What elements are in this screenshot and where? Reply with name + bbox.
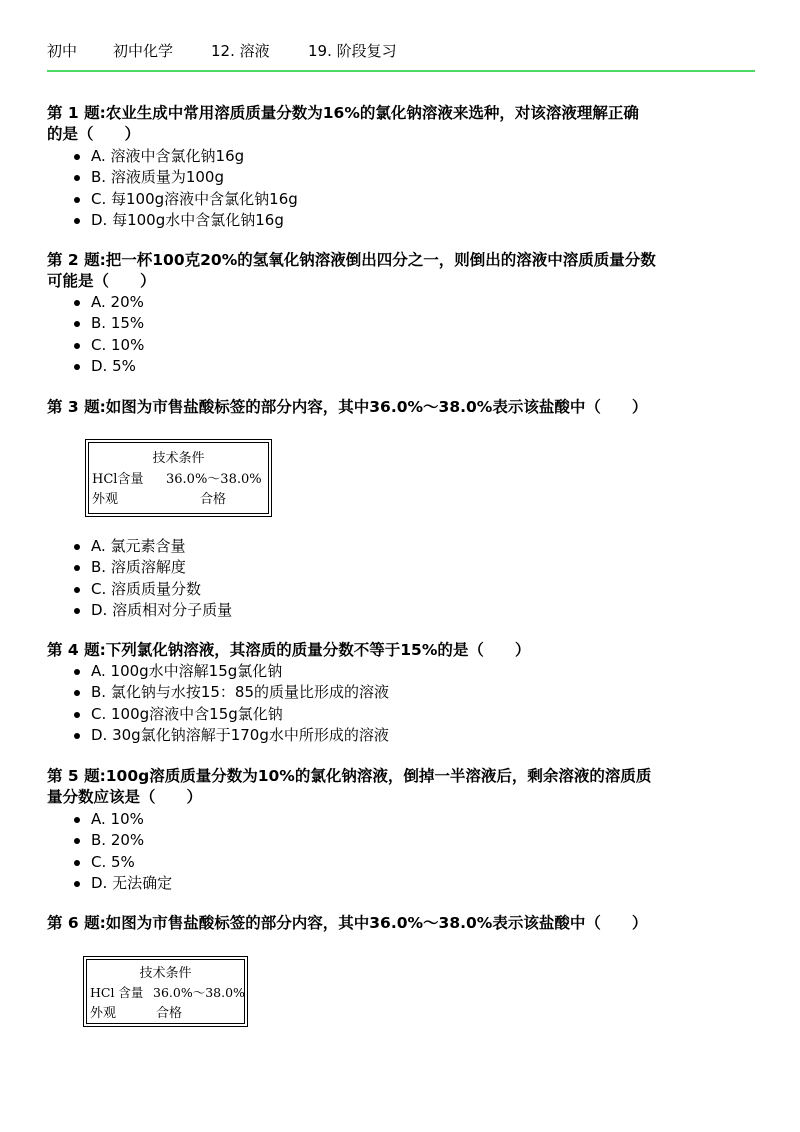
label-row-value: 合格 <box>200 492 227 507</box>
label-row-value: 合格 <box>156 1006 183 1021</box>
question-title-line: 第 1 题:农业生成中常用溶质质量分数为16%的氯化钠溶液来选种，对该溶液理解正确 <box>47 104 639 122</box>
option-item: C. 100g溶液中含15g氯化钠 <box>72 704 389 725</box>
label-title: 技术条件 <box>152 451 205 466</box>
option-item: A. 溶液中含氯化钠16g <box>72 146 298 167</box>
question-3-title <box>47 397 759 418</box>
question-title-line: 第 5 题:100g溶质质量分数为10%的氯化钠溶液，倒掉一半溶液后，剩余溶液的溶质质 <box>47 767 652 785</box>
question-5-title <box>47 766 759 808</box>
question-4-title <box>47 640 759 661</box>
option-item: D. 每100g水中含氯化钠16g <box>72 210 298 231</box>
label-row-name: HCl含量 <box>92 472 144 487</box>
question-title-line: 可能是（ ） <box>47 272 156 290</box>
label-row-content <box>92 468 265 487</box>
option-item: D. 5% <box>72 356 144 377</box>
question-1-title <box>47 103 759 145</box>
breadcrumb <box>47 40 397 62</box>
option-item: C. 5% <box>72 852 172 873</box>
label-row-value: 36.0%～38.0% <box>153 985 245 1000</box>
label-row-name: HCl 含量 <box>90 985 144 1000</box>
option-item: B. 溶质溶解度 <box>72 557 232 578</box>
option-item: D. 溶质相对分子质量 <box>72 600 232 621</box>
question-4-options <box>72 661 389 746</box>
option-item: B. 溶液质量为100g <box>72 167 298 188</box>
hcl-label-figure <box>86 959 245 1024</box>
option-item: A. 10% <box>72 809 172 830</box>
label-title: 技术条件 <box>139 966 192 981</box>
question-2-title <box>47 250 759 292</box>
option-item: A. 20% <box>72 292 144 313</box>
label-row-name: 外观 <box>90 1006 117 1021</box>
option-item: C. 溶质质量分数 <box>72 579 232 600</box>
label-row-appearance <box>92 488 265 507</box>
question-2-options <box>72 292 144 377</box>
option-item: C. 每100g溶液中含氯化钠16g <box>72 189 298 210</box>
question-5-options <box>72 809 172 894</box>
option-item: B. 15% <box>72 313 144 334</box>
hcl-label-figure <box>88 442 269 514</box>
question-title-line: 第 2 题:把一杯100克20%的氢氧化钠溶液倒出四分之一，则倒出的溶液中溶质质量分数 <box>47 251 656 269</box>
option-item: D. 30g氯化钠溶解于170g水中所形成的溶液 <box>72 725 389 746</box>
breadcrumb-item-section[interactable]: 19. 阶段复习 <box>308 42 397 60</box>
question-title-line: 第 4 题:下列氯化钠溶液，其溶质的质量分数不等于15%的是（ ） <box>47 641 531 659</box>
option-item: B. 氯化钠与水按15：85的质量比形成的溶液 <box>72 682 389 703</box>
breadcrumb-item-unit[interactable]: 12. 溶液 <box>211 42 270 60</box>
option-item: D. 无法确定 <box>72 873 172 894</box>
question-3-options <box>72 536 232 621</box>
option-item: B. 20% <box>72 830 172 851</box>
question-title-line: 第 6 题:如图为市售盐酸标签的部分内容，其中36.0%～38.0%表示该盐酸中（ ） <box>47 914 648 932</box>
option-item: C. 10% <box>72 335 144 356</box>
label-row-name: 外观 <box>92 492 119 507</box>
label-row-value: 36.0%～38.0% <box>166 472 262 487</box>
question-title-line: 第 3 题:如图为市售盐酸标签的部分内容，其中36.0%～38.0%表示该盐酸中（ ） <box>47 398 648 416</box>
breadcrumb-item-stage[interactable]: 初中 <box>47 42 78 60</box>
question-1-options <box>72 146 298 231</box>
option-item: A. 100g水中溶解15g氯化钠 <box>72 661 389 682</box>
label-row-appearance <box>90 1002 241 1021</box>
question-6-title <box>47 913 759 934</box>
option-item: A. 氯元素含量 <box>72 536 232 557</box>
label-row-content <box>90 983 245 1001</box>
header-divider <box>47 70 755 72</box>
breadcrumb-item-subject[interactable]: 初中化学 <box>113 42 174 60</box>
question-title-line: 量分数应该是（ ） <box>47 788 203 806</box>
question-title-line: 的是（ ） <box>47 125 141 143</box>
